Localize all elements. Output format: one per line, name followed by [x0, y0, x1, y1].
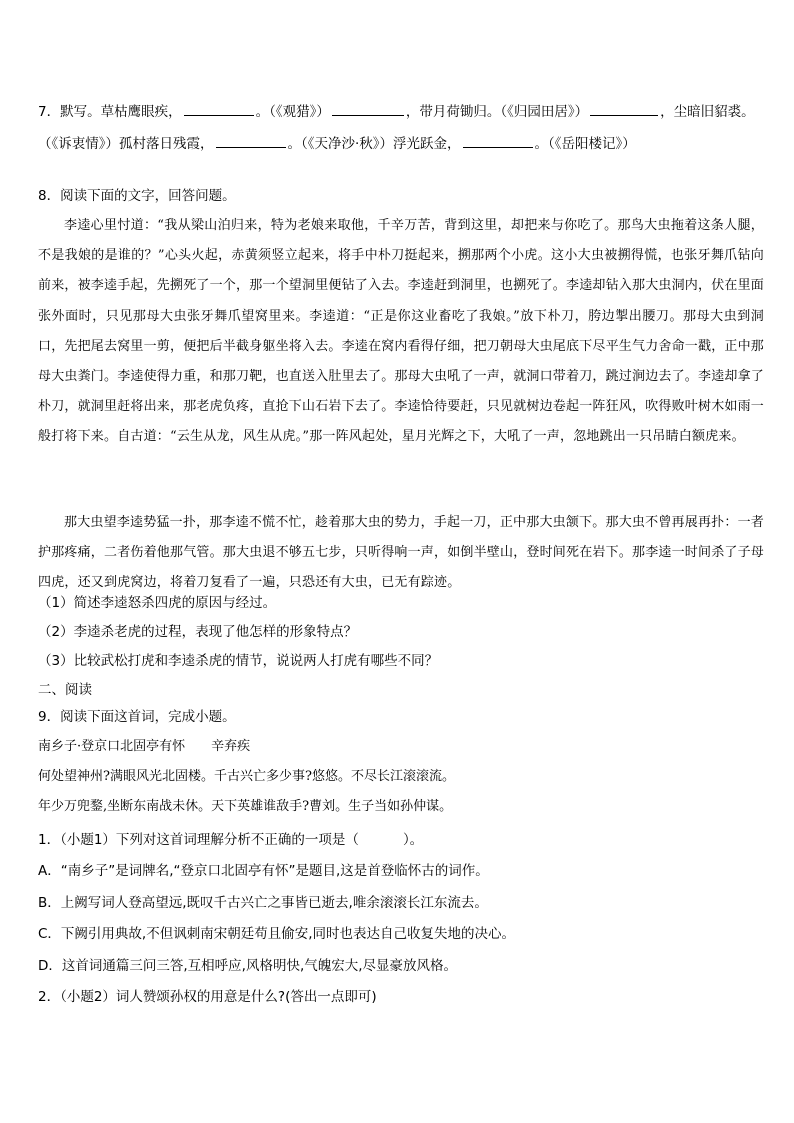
q7-text: 7．默写。草枯鹰眼疾， [38, 104, 182, 120]
option-c[interactable]: C．下阙引用典故,不但讽刺南宋朝廷苟且偷安,同时也表达自己收复失地的决心。 [38, 926, 516, 942]
q7-text: 。（《观猎》） [255, 104, 330, 120]
answer-blank[interactable] [216, 132, 286, 148]
q9-subquestion-1 [38, 830, 764, 850]
answer-blank[interactable] [463, 132, 533, 148]
answer-blank[interactable] [332, 100, 404, 116]
q7-line2 [38, 132, 764, 154]
q7-text: 。（《岳阳楼记》） [534, 136, 636, 152]
q8-subquestion-2: （2）李逵杀老虎的过程，表现了他怎样的形象特点？ [38, 624, 358, 640]
q8-subquestion-1: （1）简述李逵怒杀四虎的原因与经过。 [38, 595, 277, 611]
poem-header [38, 737, 764, 757]
q8-subquestion-3: （3）比较武松打虎和李逵杀虎的情节，说说两人打虎有哪些不同？ [38, 653, 439, 669]
q9-sub1-text-end: ）。 [402, 832, 424, 848]
q7-line1 [38, 100, 764, 122]
poem-author: 辛弃疾 [211, 739, 251, 754]
q7-text: 。（《天净沙·秋》）浮光跃金， [287, 136, 461, 152]
poem-line-2: 年少万兜鍪,坐断东南战未休。天下英雄谁敌手?曹刘。生子当如孙仲谋。 [38, 799, 453, 814]
q8-heading: 8．阅读下面的文字，回答问题。 [38, 188, 236, 204]
answer-blank[interactable] [184, 100, 254, 116]
q7-text: ，带月荷锄归。（《归园田居》） [405, 104, 589, 120]
option-a[interactable]: A．“南乡子”是词牌名,“登京口北固亭有怀”是题目,这是首登临怀古的词作。 [38, 863, 489, 879]
section-heading: 二、阅读 [38, 682, 92, 698]
option-d[interactable]: D．这首词通篇三问三答,互相呼应,风格明快,气魄宏大,尽显豪放风格。 [38, 958, 458, 974]
answer-blank[interactable] [590, 100, 658, 116]
q9-heading: 9．阅读下面这首词，完成小题。 [38, 709, 236, 725]
q9-sub1-text: 1．（小题1）下列对这首词理解分析不正确的一项是（ [38, 832, 359, 848]
q7-text: （《诉衷情》）孤村落日残霞， [38, 136, 214, 152]
q9-subquestion-2: 2．（小题2）词人赞颂孙权的用意是什么?(答出一点即可) [38, 989, 377, 1005]
q7-text: ，尘暗旧貂裘。 [660, 104, 755, 120]
poem-line-1: 何处望神州?满眼风光北固楼。千古兴亡多少事?悠悠。不尽长江滚滚流。 [38, 769, 455, 784]
q8-passage-paragraph-2: 那大虫望李逵势猛一扑，那李逵不慌不忙，趁着那大虫的势力，手起一刀，正中那大虫颔下。那大虫不曾再展再扑：一者护那疼痛，二者伤着他那气管。那大虫退不够五七步，只听得响一声，如倒半壁山，登时间死在岩下。那李逵一时间杀了子母四虎，还又到虎窝边，将着刀复看了一遍，只恐还有大虫，已无有踪迹。 [38, 515, 764, 591]
option-b[interactable]: B．上阙写词人登高望远,既叹千古兴亡之事皆已逝去,唯余滚滚长江东流去。 [38, 895, 488, 911]
poem-title: 南乡子·登京口北固亭有怀 [38, 739, 186, 754]
q8-passage-paragraph-1: 李逵心里忖道：“我从梁山泊归来，特为老娘来取他，千辛万苦，背到这里，却把来与你吃了。那鸟大虫拖着这条人腿，不是我娘的是谁的？”心头火起，赤黄须竖立起来，将手中朴刀挺起来，搠那两个小虎。这小大虫被搠得慌，也张牙舞爪钻向前来，被李逵手起，先搠死了一个，那一个望洞里便钻了入去。李逵赶到洞里，也搠死了。李逵却钻入那大虫洞内，伏在里面张外面时，只见那母大虫张牙舞爪望窝里来。李逵道：“正是你这业畜吃了我娘。”放下朴刀，胯边掣出腰刀。那母大虫到洞口，先把尾去窝里一剪，便把后半截身躯坐将入去。李逵在窝内看得仔细，把刀朝母大虫尾底下尽平生气力舍命一戳，正中那母大虫粪门。李逵使得力重，和那刀靶，也直送入肚里去了。那母大虫吼了一声，就洞口带着刀，跳过涧边去了。李逵却拿了朴刀，就洞里赶将出来，那老虎负疼，直抢下山石岩下去了。李逵恰待要赶，只见就树边卷起一阵狂风，吹得败叶树木如雨一般打将下来。自古道：“云生从龙，风生从虎。”那一阵风起处，星月光辉之下，大吼了一声，忽地跳出一只吊睛白额虎来。 [38, 218, 764, 445]
